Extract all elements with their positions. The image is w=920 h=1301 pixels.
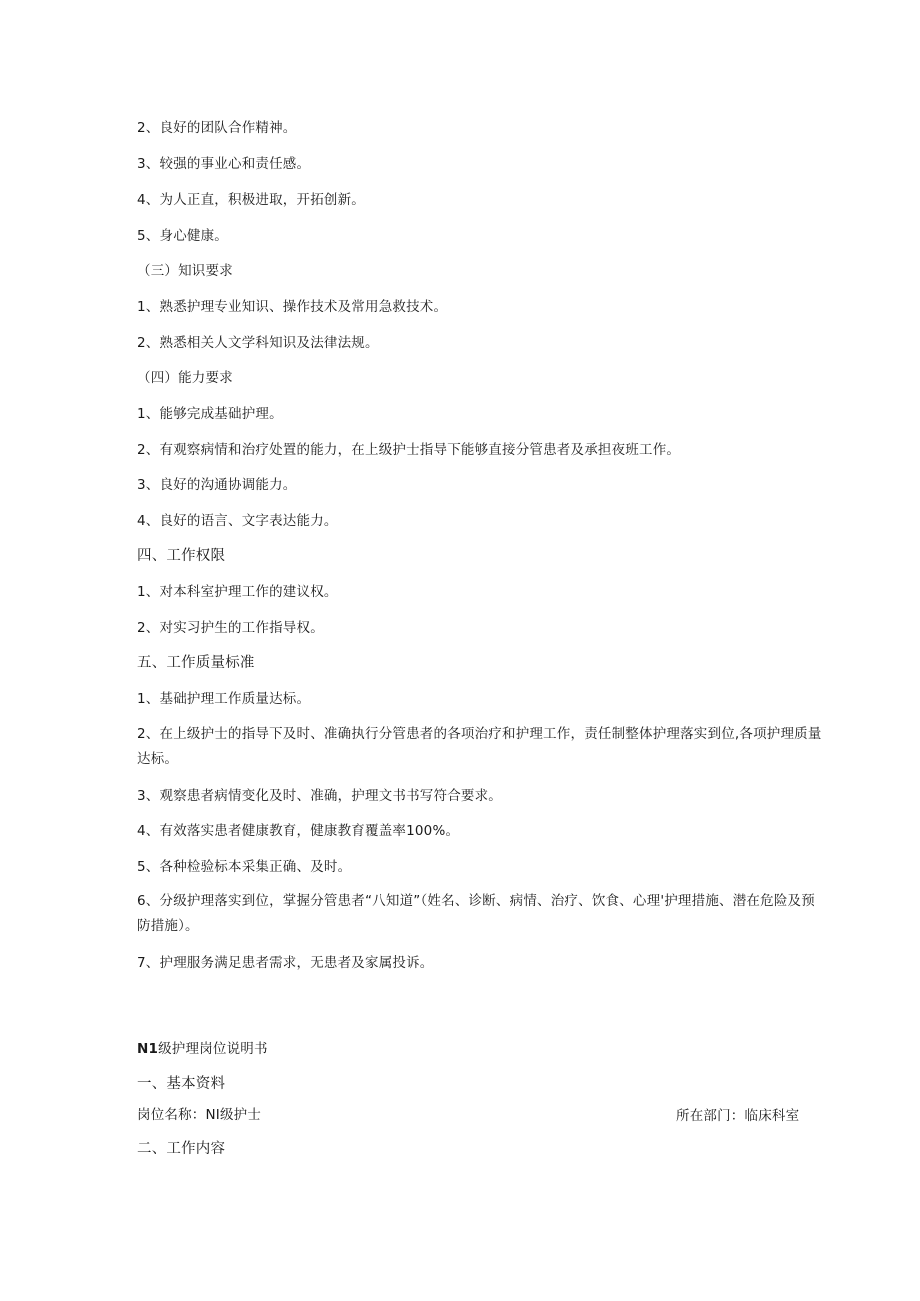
ability-item-1: 1、能够完成基础护理。 [137,406,283,422]
n1-title-prefix: N1 [137,1041,159,1057]
authority-item-1: 1、对本科室护理工作的建议权。 [137,584,338,600]
standard-item-6: 6、分级护理落实到位，掌握分管患者“八知道”（姓名、诊断、病情、治疗、饮食、心理'护理措施、潜在危险及预防措施）。 [137,893,815,934]
ability-heading: （四）能力要求 [137,370,233,386]
basic-info-heading: 一、基本资料 [137,1076,226,1092]
standard-item-5: 5、各种检验标本采集正确、及时。 [137,859,352,875]
standard-item-4: 4、有效落实患者健康教育，健康教育覆盖率100%。 [137,823,460,839]
standard-item-2: 2、在上级护士的指导下及时、准确执行分管患者的各项治疗和护理工作，责任制整体护理落实到位,各项护理质量达标。 [137,726,822,767]
department: 所在部门：临床科室 [676,1108,800,1124]
authority-heading: 四、工作权限 [137,548,226,564]
ability-item-3: 3、良好的沟通协调能力。 [137,477,297,493]
ability-item-4: 4、良好的语言、文字表达能力。 [137,513,338,529]
knowledge-item-2: 2、熟悉相关人文学科知识及法律法规。 [137,335,379,351]
quality-item-5: 5、身心健康。 [137,228,228,244]
quality-item-4: 4、为人正直，积极进取，开拓创新。 [137,192,365,208]
standard-item-3: 3、观察患者病情变化及时、准确，护理文书书写符合要求。 [137,788,502,804]
knowledge-heading: （三）知识要求 [137,263,233,279]
post-name: 岗位名称：NI级护士 [137,1107,262,1123]
standard-item-7: 7、护理服务满足患者需求，无患者及家属投诉。 [137,955,434,971]
n1-doc-title [137,1040,268,1058]
authority-item-2: 2、对实习护生的工作指导权。 [137,620,324,636]
quality-standard-heading: 五、工作质量标准 [137,655,255,671]
ability-item-2: 2、有观察病情和治疗处置的能力，在上级护士指导下能够直接分管患者及承担夜班工作。 [137,442,681,458]
quality-item-2: 2、良好的团队合作精神。 [137,120,297,136]
knowledge-item-1: 1、熟悉护理专业知识、操作技术及常用急救技术。 [137,299,448,315]
quality-item-3: 3、较强的事业心和责任感。 [137,156,311,172]
work-content-heading: 二、工作内容 [137,1141,226,1157]
standard-item-1: 1、基础护理工作质量达标。 [137,691,311,707]
n1-title-rest: 级护理岗位说明书 [158,1041,268,1057]
